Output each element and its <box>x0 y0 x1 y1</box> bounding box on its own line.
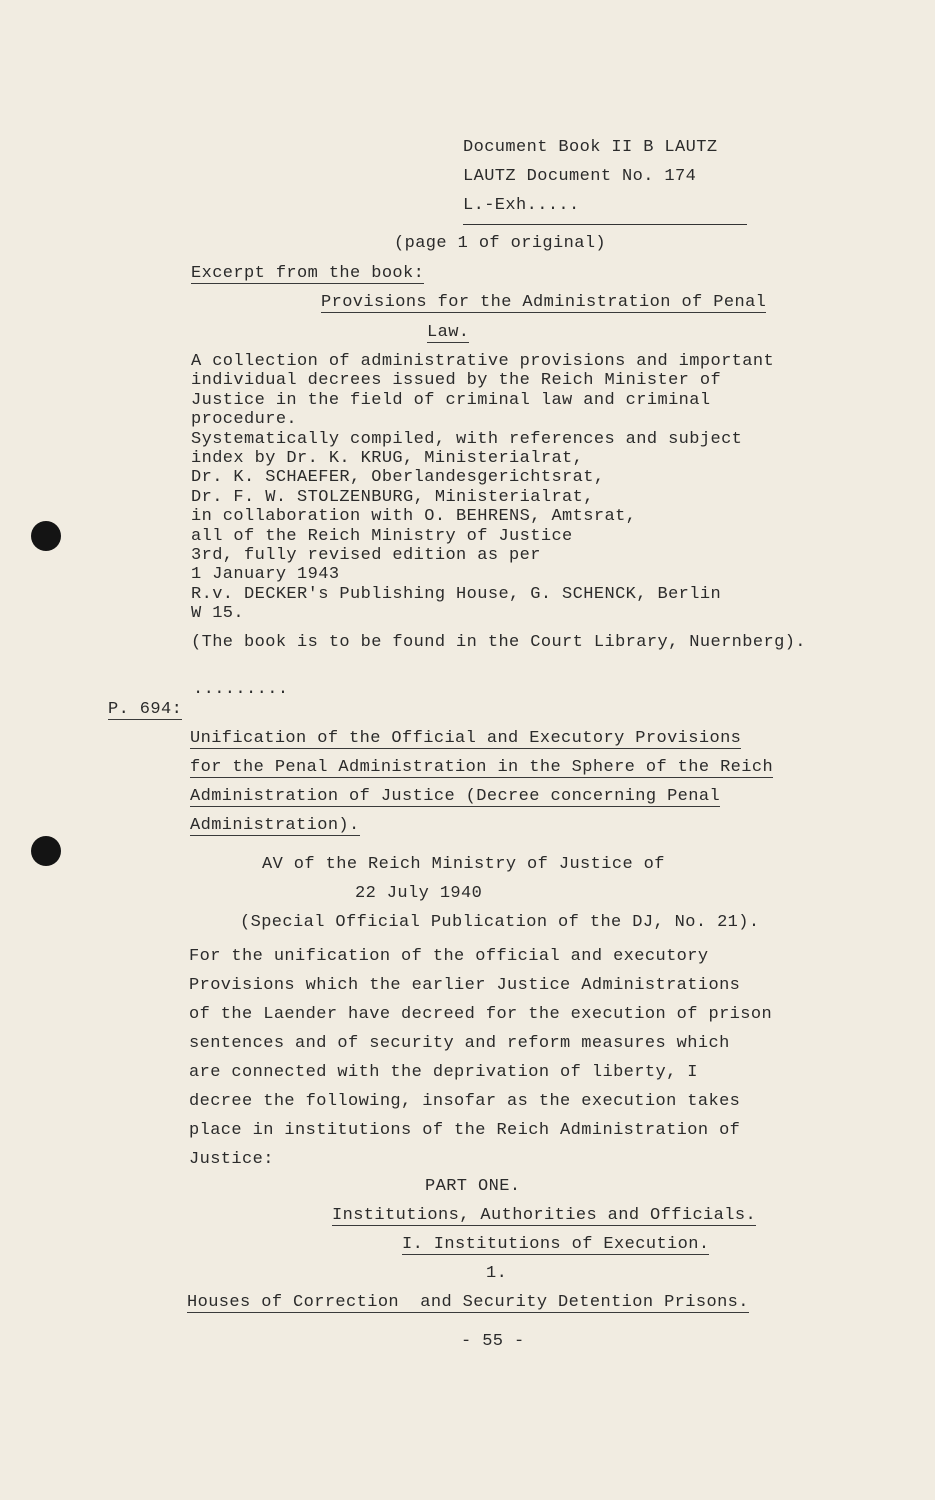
book-title-line-1: Provisions for the Administration of Penal <box>321 293 767 312</box>
body-line: are connected with the deprivation of liberty, I <box>189 1063 698 1082</box>
header-rule <box>463 224 747 225</box>
description-line: all of the Reich Ministry of Justice <box>191 526 573 546</box>
item-heading: Houses of Correction and Security Detention Prisons. <box>187 1293 749 1312</box>
description-line: Systematically compiled, with references and subject <box>191 429 743 449</box>
punch-hole-lower <box>31 836 61 866</box>
body-line: sentences and of security and reform measures which <box>189 1034 730 1053</box>
description-line: 3rd, fully revised edition as per <box>191 546 541 566</box>
description-line: 1 January 1943 <box>191 565 340 585</box>
book-title-line-2: Law. <box>427 323 470 342</box>
part-one-heading: PART ONE. <box>425 1177 521 1196</box>
page-reference: (page 1 of original) <box>394 234 607 253</box>
book-description <box>191 352 774 624</box>
body-line: Provisions which the earlier Justice Administrations <box>189 976 741 995</box>
page-number: - 55 - <box>461 1332 525 1351</box>
decree-heading-line: Unification of the Official and Executory Provisions <box>190 729 742 748</box>
body-line: Justice: <box>189 1150 274 1169</box>
publication-line: (Special Official Publication of the DJ, No. 21). <box>240 913 760 932</box>
description-line: W 15. <box>191 604 245 624</box>
description-line: A collection of administrative provisions and important <box>191 352 775 371</box>
description-line: in collaboration with O. BEHRENS, Amtsrat, <box>191 507 637 527</box>
description-line: index by Dr. K. KRUG, Ministerialrat, <box>191 449 584 469</box>
library-note: (The book is to be found in the Court Library, Nuernberg). <box>191 633 806 652</box>
decree-heading-line: Administration of Justice (Decree concerning Penal <box>190 787 721 806</box>
excerpt-label: Excerpt from the book: <box>191 264 425 283</box>
item-number: 1. <box>486 1264 508 1283</box>
body-line: place in institutions of the Reich Administration of <box>189 1121 741 1140</box>
description-line: procedure. <box>191 410 298 430</box>
description-line: Dr. F. W. STOLZENBURG, Ministerialrat, <box>191 487 594 507</box>
decree-heading-line: Administration). <box>190 816 360 835</box>
institutions-heading: Institutions, Authorities and Officials. <box>332 1206 757 1225</box>
document-book-label: Document Book II B LAUTZ <box>463 138 718 157</box>
av-line: AV of the Reich Ministry of Justice of <box>262 855 665 874</box>
decree-heading-line: for the Penal Administration in the Sphere of the Reich <box>190 758 774 777</box>
description-line: R.v. DECKER's Publishing House, G. SCHENCK, Berlin <box>191 584 722 604</box>
body-line: For the unification of the official and executory <box>189 947 709 966</box>
description-line: individual decrees issued by the Reich Minister of <box>191 371 722 391</box>
document-number: LAUTZ Document No. 174 <box>463 167 697 186</box>
page-marker: P. 694: <box>108 700 183 719</box>
description-line: Justice in the field of criminal law and criminal <box>191 390 711 410</box>
description-line: Dr. K. SCHAEFER, Oberlandesgerichtsrat, <box>191 468 605 488</box>
punch-hole-upper <box>31 521 61 551</box>
ellipsis: ......... <box>193 680 289 699</box>
body-line: decree the following, insofar as the execution takes <box>189 1092 741 1111</box>
exhibit-label: L.-Exh..... <box>463 196 580 215</box>
decree-body <box>189 942 772 1174</box>
decree-date: 22 July 1940 <box>355 884 483 903</box>
section-heading: I. Institutions of Execution. <box>402 1235 710 1254</box>
body-line: of the Laender have decreed for the execution of prison <box>189 1005 773 1024</box>
